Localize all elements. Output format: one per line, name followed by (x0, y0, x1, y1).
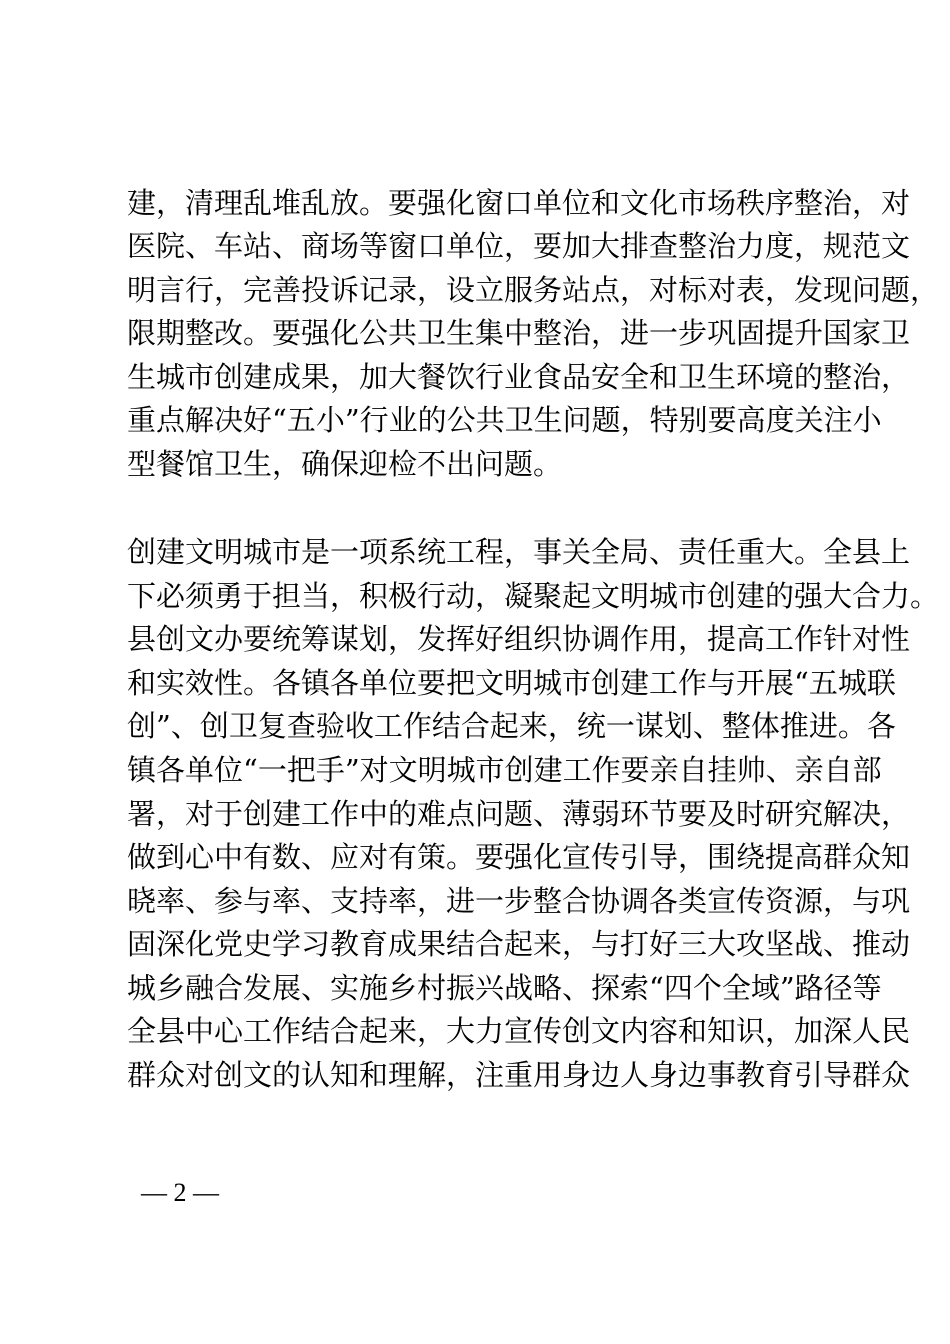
text-line: 限期整改。要强化公共卫生集中整治，进一步巩固提升国家卫 (127, 316, 911, 350)
text-line: 和实效性。各镇各单位要把文明城市创建工作与开展“五城联 (127, 666, 896, 700)
text-line: 群众对创文的认知和理解，注重用身边人身边事教育引导群众 (127, 1058, 911, 1092)
text-line: 固深化党史学习教育成果结合起来，与打好三大攻坚战、推动 (127, 927, 911, 961)
text-line: 全县中心工作结合起来，大力宣传创文内容和知识，加深人民 (127, 1014, 911, 1048)
text-line: 署，对于创建工作中的难点问题、薄弱环节要及时研究解决， (127, 797, 911, 831)
text-line: 医院、车站、商场等窗口单位，要加大排查整治力度，规范文 (127, 229, 911, 263)
text-line: 建，清理乱堆乱放。要强化窗口单位和文化市场秩序整治，对 (127, 186, 911, 220)
text-line: 晓率、参与率、支持率，进一步整合协调各类宣传资源，与巩 (127, 884, 911, 918)
text-line: 创”、创卫复查验收工作结合起来，统一谋划、整体推进。各 (127, 709, 896, 743)
text-line: 创建文明城市是一项系统工程，事关全局、责任重大。全县上 (127, 535, 911, 569)
text-line: 镇各单位“一把手”对文明城市创建工作要亲自挂帅、亲自部 (127, 753, 882, 787)
text-line: 下必须勇于担当，积极行动，凝聚起文明城市创建的强大合力。 (127, 579, 940, 613)
text-line: 生城市创建成果，加大餐饮行业食品安全和卫生环境的整治， (127, 360, 911, 394)
page-number: — 2 — (141, 1178, 219, 1207)
text-line: 重点解决好“五小”行业的公共卫生问题，特别要高度关注小 (127, 403, 882, 437)
text-line: 城乡融合发展、实施乡村振兴战略、探索“四个全域”路径等 (127, 971, 882, 1005)
text-line: 明言行，完善投诉记录，设立服务站点，对标对表，发现问题， (127, 273, 940, 307)
text-line: 县创文办要统筹谋划，发挥好组织协调作用，提高工作针对性 (127, 622, 911, 656)
text-line: 型餐馆卫生，确保迎检不出问题。 (127, 447, 563, 481)
text-line: 做到心中有数、应对有策。要强化宣传引导，围绕提高群众知 (127, 840, 911, 874)
